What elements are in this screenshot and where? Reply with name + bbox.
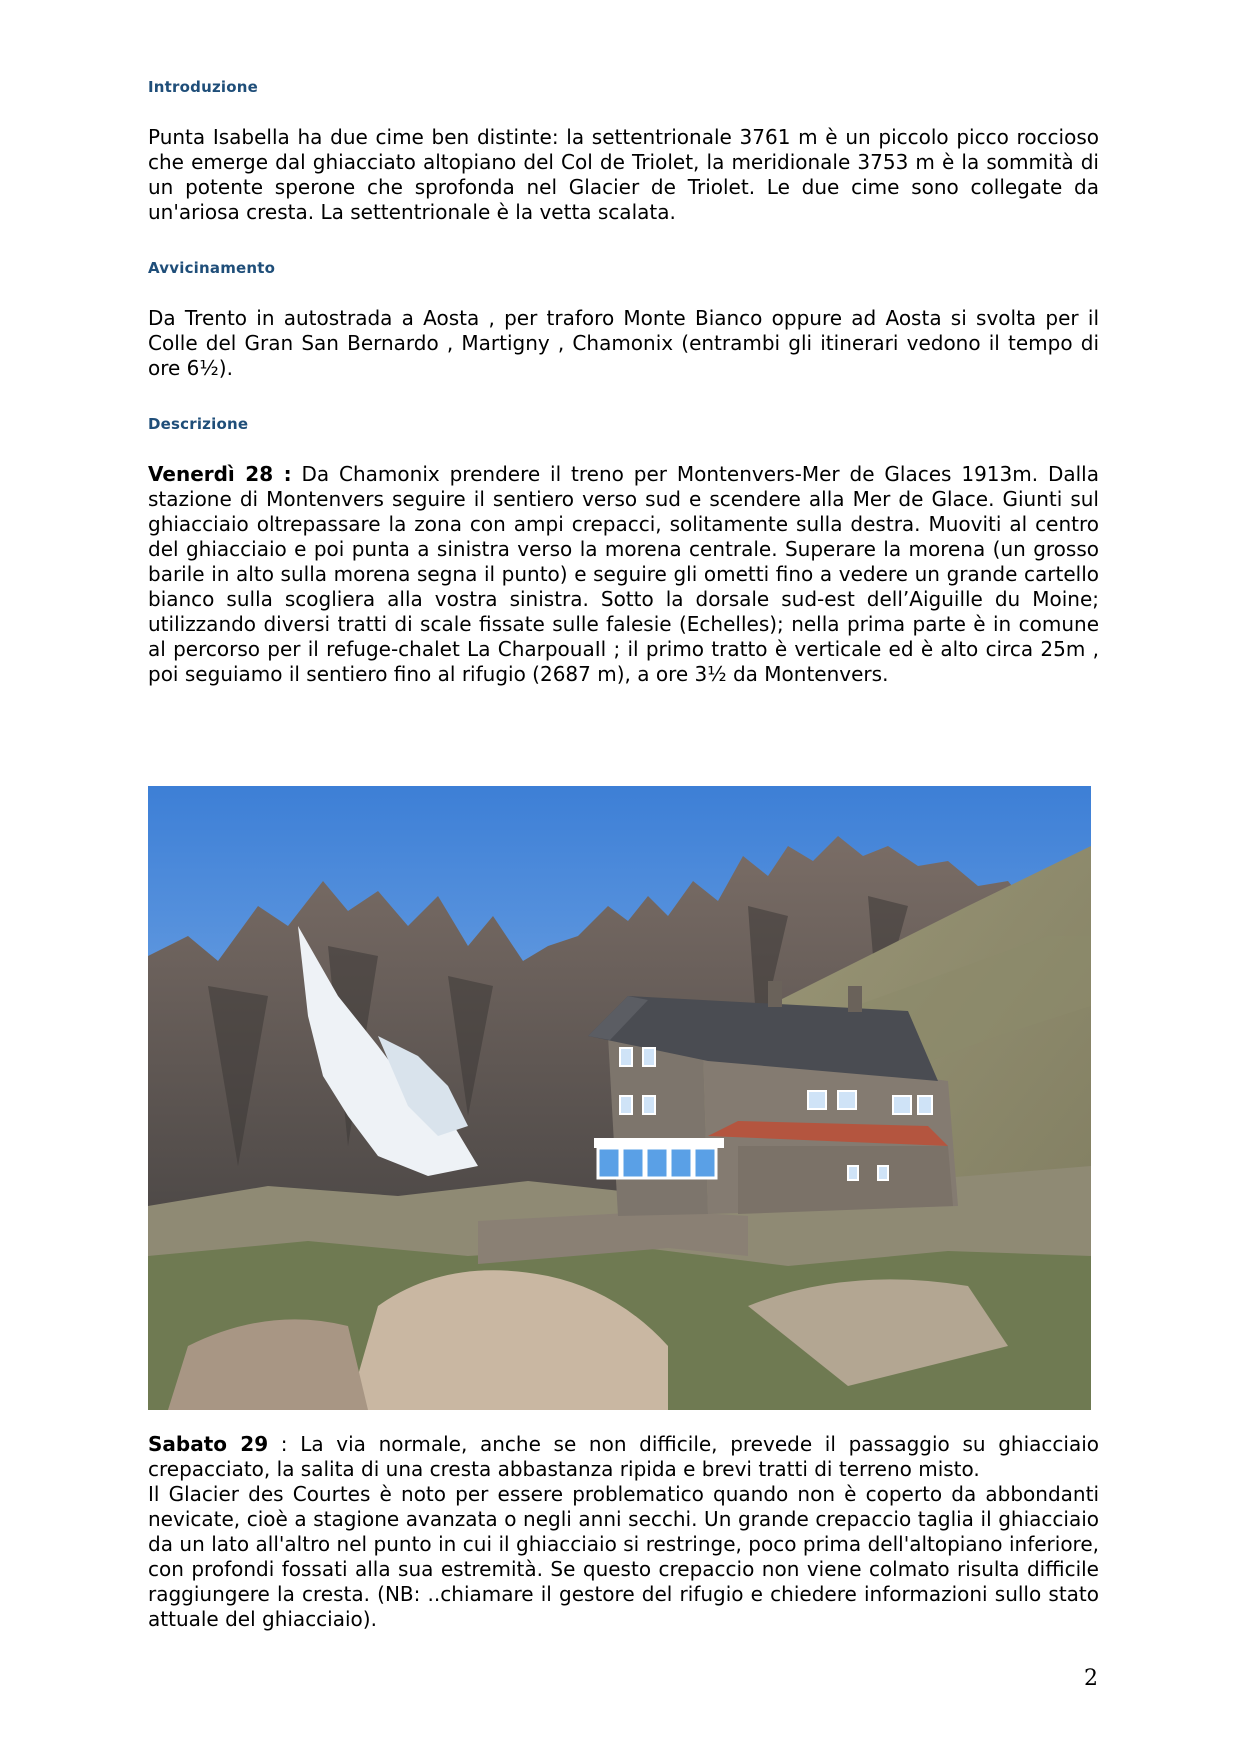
heading-avvicinamento: Avvicinamento	[148, 259, 276, 277]
paragraph-sabato	[148, 1432, 1099, 1482]
paragraph-introduzione: Punta Isabella ha due cime ben distinte: la settentrionale 3761 m è un piccolo picco roccioso che emerge dal ghiacciato altopiano del Col de Triolet, la meridionale 3753 m è la sommità di un potente sperone che sprofonda nel Glacier de Triolet. Le due cime sono collegate da un'ariosa cresta. La settentrionale è la vetta scalata.	[148, 125, 1099, 224]
heading-descrizione: Descrizione	[148, 415, 249, 433]
heading-introduzione: Introduzione	[148, 78, 258, 96]
descrizione-text: Da Chamonix prendere il treno per Montenvers-Mer de Glaces 1913m. Dalla stazione di Montenvers seguire il sentiero verso sud e scendere alla Mer de Glace. Giunti sul ghiacciaio oltrepassare la zona con ampi crepacci, solitamente sulla destra. Muoviti al centro del ghiacciaio e poi punta a sinistra verso la morena centrale. Superare la morena (un grosso barile in alto sulla morena segna il punto) e seguire gli ometti fino a vedere un grande cartello bianco sulla scogliera alla vostra sinistra. Sotto la dorsale sud-est dell’Aiguille du Moine; utilizzando diversi tratti di scale fissate sulle falesie (Echelles); nella prima parte è in comune al percorso per il refuge-chalet La CharpouaIl ; il primo tratto è verticale ed è alto circa 25m , poi seguiamo il sentiero fino al rifugio (2687 m), a ore 3½ da Montenvers.	[148, 462, 1099, 686]
sabato-text: : La via normale, anche se non difficile, prevede il passaggio su ghiacciaio crepacciato, la salita di una cresta abbastanza ripida e brevi tratti di terreno misto.	[148, 1432, 1099, 1481]
photo-mountain-refuge	[148, 786, 1091, 1410]
paragraph-descrizione	[148, 462, 1099, 687]
day-label-sabato: Sabato 29	[148, 1432, 269, 1456]
day-label-venerdi: Venerdì 28 :	[148, 462, 292, 486]
paragraph-avvicinamento	[148, 306, 1099, 381]
page-number: 2	[1084, 1666, 1098, 1691]
avvicinamento-text: Da Trento in autostrada a Aosta , per traforo Monte Bianco oppure ad Aosta si svolta per il Colle del Gran San Bernardo , Martigny , Chamonix (entrambi gli itinerari vedono il tempo di ore 6½).	[148, 306, 1099, 380]
paragraph-glacier: Il Glacier des Courtes è noto per essere problematico quando non è coperto da abbondanti nevicate, cioè a stagione avanzata o negli anni secchi. Un grande crepaccio taglia il ghiacciaio da un lato all'altro nel punto in cui il ghiacciaio si restringe, poco prima dell'altopiano inferiore, con profondi fossati alla sua estremità. Se questo crepaccio non viene colmato risulta difficile raggiungere la cresta. (NB: ..chiamare il gestore del rifugio e chiedere informazioni sullo stato attuale del ghiacciaio).	[148, 1482, 1099, 1631]
